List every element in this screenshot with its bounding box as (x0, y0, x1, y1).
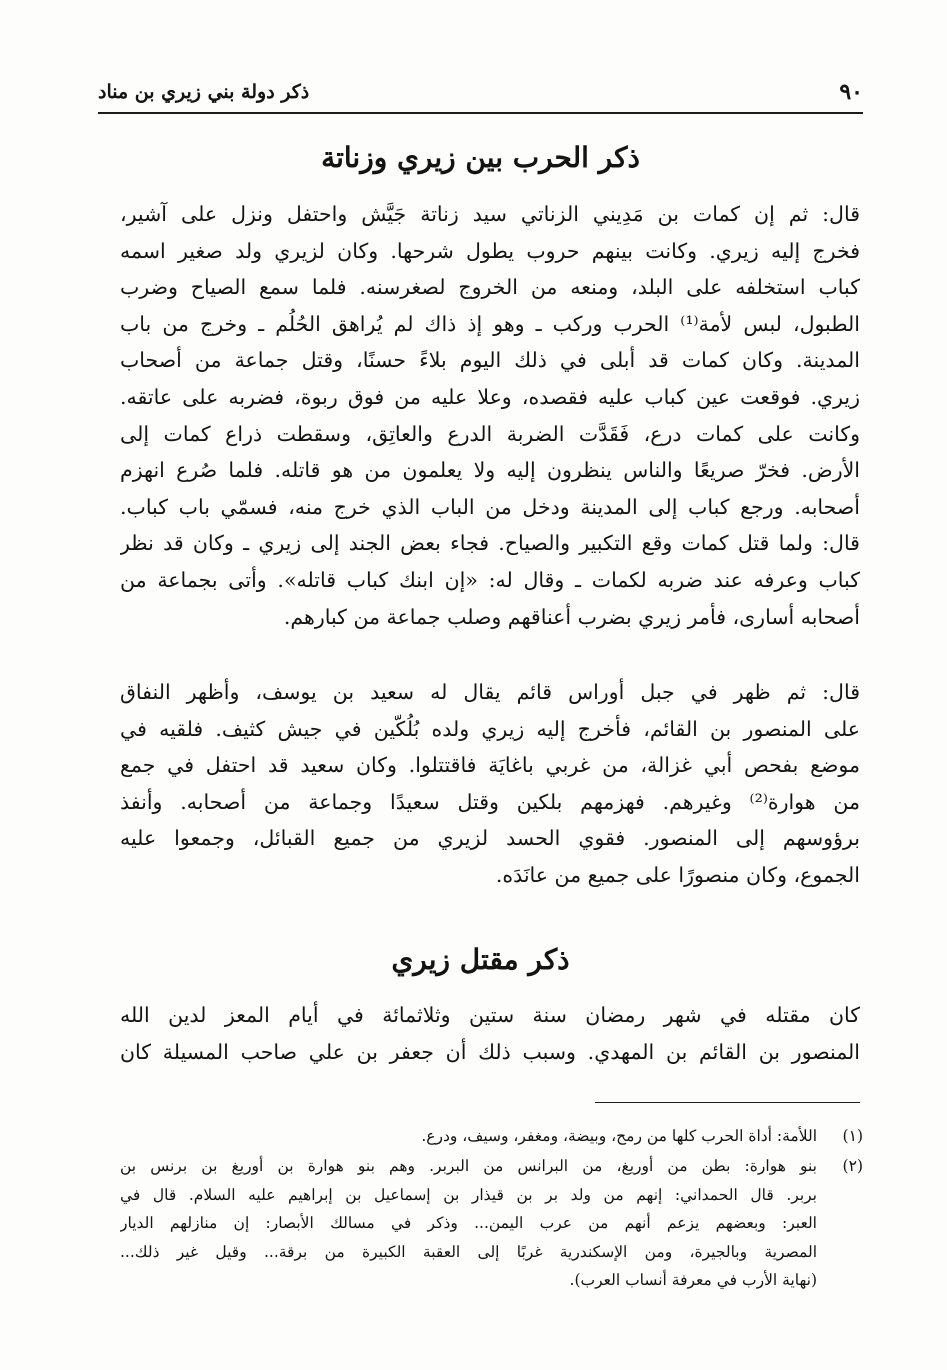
text-line: أصحابه أسارى، فأمر زيري بضرب أعناقهم وصلب جماعة من كبارهم. (283, 604, 860, 629)
footnote-separator (595, 1102, 860, 1103)
text-line: قال: ولما قتل كمات وقع التكبير والصياح. فجاء بعض الجند إلى زيري ـ وكان قد نظر (120, 531, 860, 556)
text-line: قال: ثم ظهر في جبل أوراس قائم يقال له سعيد بن يوسف، وأظهر النفاق (120, 680, 860, 704)
footnote-line: العبر: وبعضهم يزعم أنهم من عرب اليمن... وذكر في مسالك الأبصار: إن منازلهم الديار (120, 1214, 817, 1232)
text-line: الجموع، وكان منصورًا على جميع من عانَدَه. (495, 862, 860, 887)
section-heading-death: ذكر مقتل زيري (391, 943, 570, 976)
text-line: قال: ثم إن كمات بن مَدِيني الزناتي سيد زناتة جَيَّش واحتفل ونزل على آشير، (120, 202, 860, 226)
text-line: موضع بفحص أبي غزالة، من غربي باغايَة فاقتتلوا. وكان سعيد قد احتفل في جمع (120, 753, 860, 778)
paragraph-battle-2 (120, 674, 860, 894)
section-heading-battle: ذكر الحرب بين زيري وزناتة (321, 141, 640, 174)
footnote-line: المصرية وبالجيرة، ومن الإسكندرية غربًا إلى العقبة الكبيرة من برقة... وقيل غير ذلك... (120, 1242, 817, 1261)
footnote-2 (120, 1152, 863, 1295)
footnote-line: بربر. قال الحمداني: إنهم من ولد بر بن قيذار بن إسماعيل بن إبراهيم عليه السلام. قال في (120, 1185, 817, 1204)
page-number: ٩٠ (839, 79, 863, 105)
paragraph-death-1 (120, 997, 860, 1070)
text-line: المدينة. وكان كمات قد أبلى في ذلك اليوم بلاءً حسنًا، وقتل جماعة من أصحاب (120, 348, 860, 373)
text-line: فخرج إليه زيري. وكانت بينهم حروب يطول شرحها. وكان لزيري ولد صغير اسمه (120, 238, 860, 263)
text-line: كباب وعرفه عند ضربه لكمات ـ وقال له: «إن ابنك كباب قاتله». وأتى بجماعة من (120, 567, 860, 592)
text-line: المنصور بن القائم بن المهدي. وسبب ذلك أن جعفر بن علي صاحب المسيلة كان (120, 1039, 860, 1064)
running-title: ذكر دولة بني زيري بن مناد (98, 81, 310, 103)
text-line: من هوارة⁽²⁾ وغيرهم. فهزمهم بلكين وقتل سعيدًا وجماعة من أصحابه. وأنفذ (120, 789, 860, 814)
footnote-number: (٢) (842, 1157, 863, 1175)
footnote-line: بنو هوارة: بطن من أوريغ، من البرانس من البربر. وهم بنو هوارة بن أوريغ بن برنس بن (120, 1157, 817, 1175)
text-line: وكانت على كمات درع، فَقَدَّت الضربة الدرع والعاتِق، وسقطت ذراع كمات إلى (120, 421, 860, 446)
paragraph-battle-1 (120, 196, 860, 635)
footnote-number: (١) (842, 1127, 863, 1145)
text-line: برؤوسهم إلى المنصور. فقوي الحسد لزيري من جميع القبائل، وجمعوا عليه (120, 826, 860, 851)
text-line: الأرض. فخرّ صريعًا والناس ينظرون إليه ولا يعلمون من هو قاتله. فلما صُرع انهزم (120, 458, 860, 483)
text-line: زيري. فوقعت عين كباب عليه فقصده، وعلا عليه من فوق ربوة، فضربه على عاتقه. (120, 384, 860, 409)
text-line: أصحابه. ورجع كباب إلى المدينة ودخل من الباب الذي خرج منه، فسمّي باب كباب. (120, 494, 860, 519)
footnote-line: اللأمة: أداة الحرب كلها من رمح، وبيضة، ومغفر، وسيف، ودرع. (421, 1127, 817, 1145)
text-line: كباب استخلفه على البلد، ومنعه من الخروج لصغرسنه. فلما سمع الصياح وضرب (120, 275, 860, 300)
footnote-1 (120, 1122, 863, 1151)
text-line: على المنصور بن القائم، فأخرج إليه زيري ولده بُلُكّين في جيش كثيف. فلقيه في (120, 716, 860, 741)
text-line: كان مقتله في شهر رمضان سنة ستين وثلاثمائة في أيام المعز لدين الله (120, 1003, 860, 1027)
page-header (98, 72, 863, 114)
text-line: الطبول، لبس لأمة⁽¹⁾ الحرب وركب ـ وهو إذ ذاك لم يُراهق الحُلُم ـ وخرج من باب (120, 311, 860, 336)
footnote-line: (نهاية الأرب في معرفة أنساب العرب). (569, 1271, 817, 1289)
